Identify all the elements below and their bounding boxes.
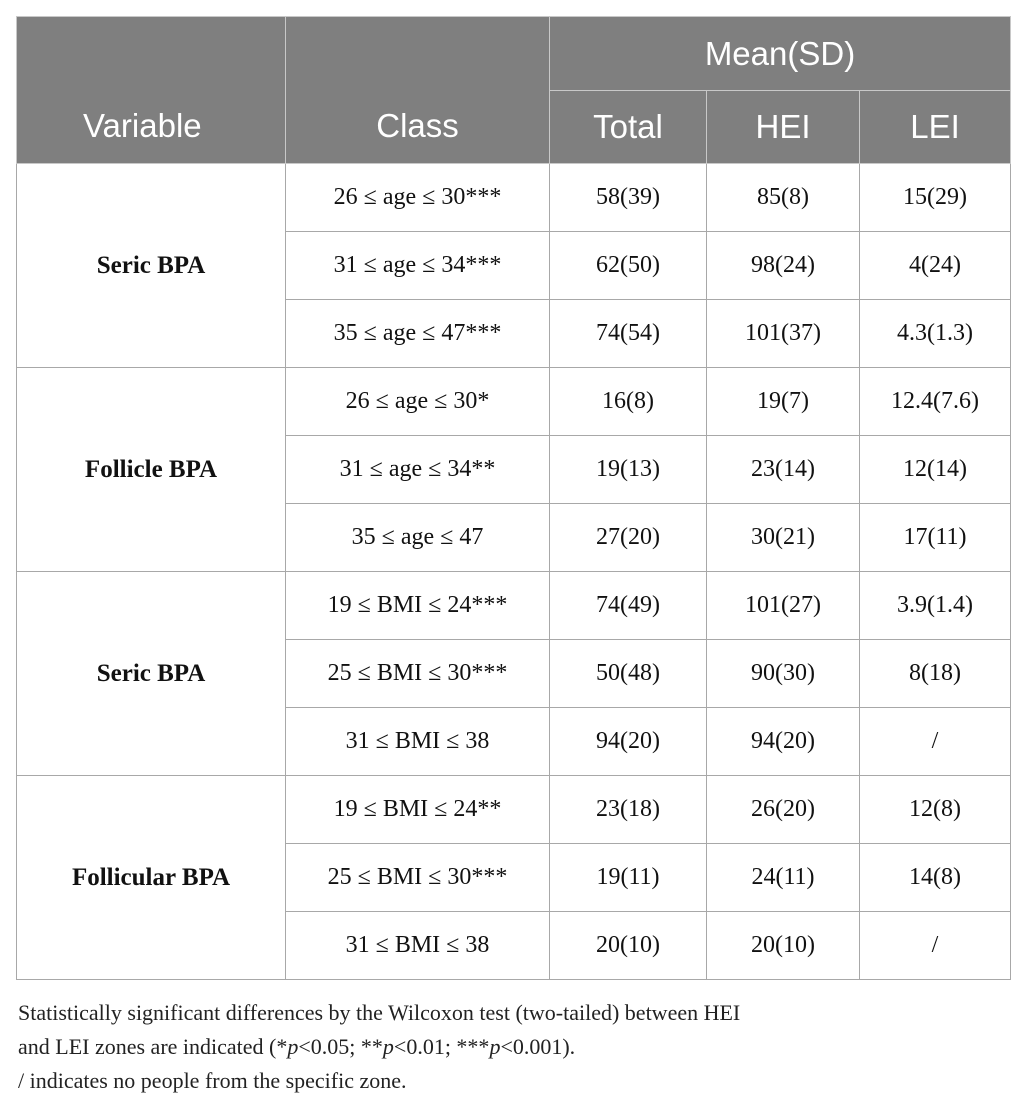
total-cell: 19(11) [550,844,707,912]
total-cell: 74(54) [550,300,707,368]
lei-cell: 12.4(7.6) [860,368,1011,436]
table-row [17,776,1011,844]
table-row [17,572,1011,640]
hei-cell: 94(20) [707,708,860,776]
hei-cell: 85(8) [707,164,860,232]
footnote-line-1: Statistically significant differences by the Wilcoxon test (two-tailed) between HEI [18,1000,741,1025]
hei-cell: 90(30) [707,640,860,708]
lei-cell: 14(8) [860,844,1011,912]
footnote-threshold-3: <0.001). [500,1034,576,1059]
hei-cell: 20(10) [707,912,860,980]
lei-cell: 15(29) [860,164,1011,232]
table-body [17,164,1011,980]
class-cell: 35 ≤ age ≤ 47*** [286,300,550,368]
hei-cell: 101(37) [707,300,860,368]
p-symbol: p [382,1034,394,1059]
class-cell: 35 ≤ age ≤ 47 [286,504,550,572]
class-cell: 31 ≤ BMI ≤ 38 [286,708,550,776]
hei-cell: 30(21) [707,504,860,572]
table-row [17,164,1011,232]
total-cell: 50(48) [550,640,707,708]
total-cell: 94(20) [550,708,707,776]
class-cell: 26 ≤ age ≤ 30*** [286,164,550,232]
table-header [17,17,1011,164]
hei-cell: 23(14) [707,436,860,504]
class-cell: 26 ≤ age ≤ 30* [286,368,550,436]
footnote-threshold-1: <0.05; ** [298,1034,383,1059]
footnote-prefix: and LEI zones are indicated (* [18,1034,288,1059]
lei-cell: 4.3(1.3) [860,300,1011,368]
total-cell: 20(10) [550,912,707,980]
hei-cell: 26(20) [707,776,860,844]
hei-column-header: HEI [707,91,860,164]
lei-cell: / [860,912,1011,980]
header-row-top [17,17,1011,91]
table-row [17,368,1011,436]
total-cell: 19(13) [550,436,707,504]
class-cell: 19 ≤ BMI ≤ 24*** [286,572,550,640]
lei-cell: 17(11) [860,504,1011,572]
footnote-line-2 [18,1030,1008,1064]
lei-cell: / [860,708,1011,776]
lei-cell: 12(14) [860,436,1011,504]
total-column-header: Total [550,91,707,164]
variable-cell: Seric BPA [17,572,286,776]
footnote-threshold-2: <0.01; *** [393,1034,490,1059]
class-cell: 25 ≤ BMI ≤ 30*** [286,640,550,708]
total-cell: 62(50) [550,232,707,300]
mean-sd-group-header: Mean(SD) [550,17,1011,91]
class-column-header: Class [286,17,550,164]
hei-cell: 98(24) [707,232,860,300]
lei-column-header: LEI [860,91,1011,164]
total-cell: 74(49) [550,572,707,640]
statistics-table [16,16,1011,980]
total-cell: 58(39) [550,164,707,232]
lei-cell: 12(8) [860,776,1011,844]
variable-cell: Follicular BPA [17,776,286,980]
hei-cell: 19(7) [707,368,860,436]
lei-cell: 3.9(1.4) [860,572,1011,640]
class-cell: 31 ≤ age ≤ 34** [286,436,550,504]
table-footnote [18,996,1008,1098]
class-cell: 31 ≤ BMI ≤ 38 [286,912,550,980]
hei-cell: 24(11) [707,844,860,912]
lei-cell: 4(24) [860,232,1011,300]
class-cell: 25 ≤ BMI ≤ 30*** [286,844,550,912]
lei-cell: 8(18) [860,640,1011,708]
class-cell: 31 ≤ age ≤ 34*** [286,232,550,300]
variable-column-header: Variable [17,17,286,164]
total-cell: 16(8) [550,368,707,436]
p-symbol: p [287,1034,299,1059]
variable-cell: Seric BPA [17,164,286,368]
total-cell: 27(20) [550,504,707,572]
total-cell: 23(18) [550,776,707,844]
hei-cell: 101(27) [707,572,860,640]
p-symbol: p [489,1034,501,1059]
footnote-line-3: / indicates no people from the specific zone. [18,1068,407,1093]
variable-cell: Follicle BPA [17,368,286,572]
class-cell: 19 ≤ BMI ≤ 24** [286,776,550,844]
